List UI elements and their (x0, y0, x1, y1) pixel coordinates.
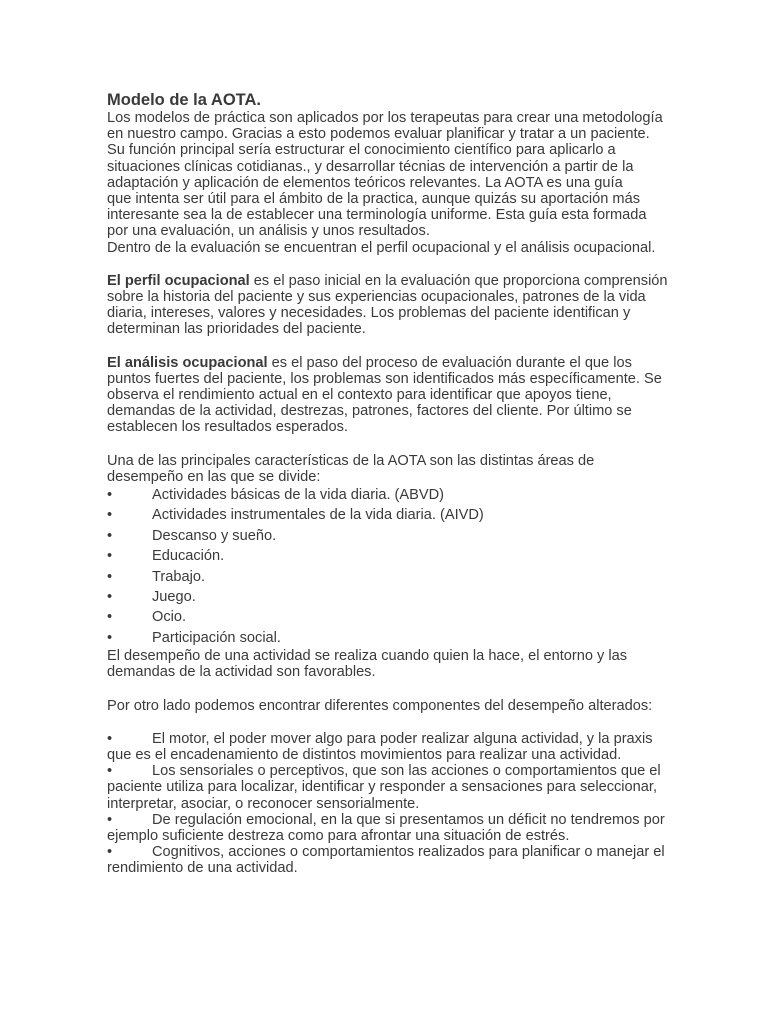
componentes-list (107, 731, 667, 877)
bullet-icon: • (107, 568, 113, 585)
list-item-text: Actividades básicas de la vida diaria. (ABVD) (152, 487, 445, 504)
bullet-icon: • (107, 844, 113, 861)
bullet-icon: • (107, 609, 113, 626)
document-page (107, 90, 667, 877)
list-item (107, 763, 667, 812)
list-item (107, 812, 667, 844)
bullet-icon: • (107, 730, 113, 747)
list-item-text: Ocio. (152, 609, 187, 626)
text-line: demandas de la actividad son favorables. (107, 664, 376, 681)
text-line: rendimiento de una actividad. (107, 860, 298, 877)
areas-list (107, 485, 667, 648)
text-line: ejemplo suficiente destreza como para afrontar una situación de estrés. (107, 828, 570, 845)
text-line: puntos fuertes del paciente, los problemas son identificados más específicamente. Se (107, 370, 662, 387)
analisis-term: El análisis ocupacional (107, 354, 268, 371)
list-item (107, 546, 667, 566)
componentes-intro: Por otro lado podemos encontrar diferentes componentes del desempeño alterados: (107, 697, 653, 714)
list-item-text: Cognitivos, acciones o comportamientos realizados para planificar o manejar el (152, 844, 665, 861)
bullet-icon: • (107, 763, 113, 780)
bullet-icon: • (107, 507, 113, 524)
analisis-first-rest: es el paso del proceso de evaluación durante el que los (267, 354, 632, 371)
text-line: que es el encadenamiento de distintos movimientos para realizar una actividad. (107, 747, 622, 763)
text-line: diaria, intereses, valores y necesidades. Los problemas del paciente identifican y (107, 305, 631, 322)
text-line: en nuestro campo. Gracias a esto podemos evaluar planificar y tratar a un paciente. (107, 126, 650, 143)
analisis-paragraph (107, 355, 667, 436)
text-line: interesante sea la de establecer una terminología uniforme. Esta guía esta formada (107, 207, 647, 224)
list-item (107, 731, 667, 763)
text-line: observa el rendimiento actual en el contexto para identificar que apoyos tiene, (107, 387, 612, 404)
bullet-icon: • (107, 548, 113, 565)
text-line: interpretar, asociar, o reconocer sensorialmente. (107, 795, 420, 812)
perfil-term: El perfil ocupacional (107, 272, 250, 289)
perfil-first-rest: es el paso inicial en la evaluación que proporciona comprensión (249, 272, 668, 289)
list-item-text: Actividades instrumentales de la vida diaria. (AIVD) (152, 507, 484, 524)
list-item-text: Educación. (152, 548, 225, 565)
list-item-text: Los sensoriales o perceptivos, que son las acciones o comportamientos que el (152, 763, 661, 780)
text-line: Su función principal sería estructurar el conocimiento científico para aplicarlo a (107, 142, 616, 159)
bullet-icon: • (107, 589, 113, 606)
list-item (107, 628, 667, 648)
bullet-icon: • (107, 487, 113, 504)
text-line: sobre la historia del paciente y sus experiencias ocupacionales, patrones de la vida (107, 289, 646, 306)
text-line: que intenta ser útil para el ámbito de la practica, aunque quizás su aportación más (107, 191, 640, 208)
list-item (107, 485, 667, 505)
list-item (107, 567, 667, 587)
text-line: situaciones clínicas cotidianas., y desarrollar técnias de intervención a partir de la (107, 158, 634, 175)
text-line (107, 355, 667, 371)
list-item (107, 607, 667, 627)
bullet-icon: • (107, 629, 113, 646)
list-item-text: Trabajo. (152, 568, 205, 585)
list-item (107, 505, 667, 525)
list-item-text: De regulación emocional, en la que si presentamos un déficit no tendremos por (152, 811, 665, 828)
text-line: determinan las prioridades del paciente. (107, 321, 366, 338)
text-line: adaptación y aplicación de elementos teóricos relevantes. La AOTA es una guía (107, 174, 623, 191)
text-line: Una de las principales características de la AOTA son las distintas áreas de (107, 452, 595, 469)
text-line: El desempeño de una actividad se realiza cuando quien la hace, el entorno y las (107, 648, 628, 665)
text-line (107, 273, 667, 289)
document-title: Modelo de la AOTA. (107, 91, 262, 109)
intro-paragraph (107, 110, 667, 256)
list-item-text: Juego. (152, 589, 196, 606)
areas-section (107, 453, 667, 681)
list-item (107, 844, 667, 876)
list-item-text: El motor, el poder mover algo para poder realizar alguna actividad, y la praxis (152, 730, 653, 747)
text-line: demandas de la actividad, destrezas, patrones, factores del cliente. Por último se (107, 403, 632, 420)
list-item (107, 526, 667, 546)
text-line: establecen los resultados esperados. (107, 419, 348, 436)
list-item (107, 587, 667, 607)
list-item-text: Descanso y sueño. (152, 527, 277, 544)
text-line: por una evaluación, un análisis y unos resultados. (107, 223, 430, 240)
bullet-icon: • (107, 527, 113, 544)
perfil-paragraph (107, 273, 667, 338)
text-line: Dentro de la evaluación se encuentran el perfil ocupacional y el análisis ocupacional. (107, 239, 656, 256)
list-item-text: Participación social. (152, 629, 281, 646)
text-line: desempeño en las que se divide: (107, 468, 321, 485)
bullet-icon: • (107, 811, 113, 828)
text-line: Los modelos de práctica son aplicados por los terapeutas para crear una metodología (107, 110, 663, 126)
text-line: paciente utiliza para localizar, identificar y responder a sensaciones para seleccionar, (107, 779, 658, 796)
